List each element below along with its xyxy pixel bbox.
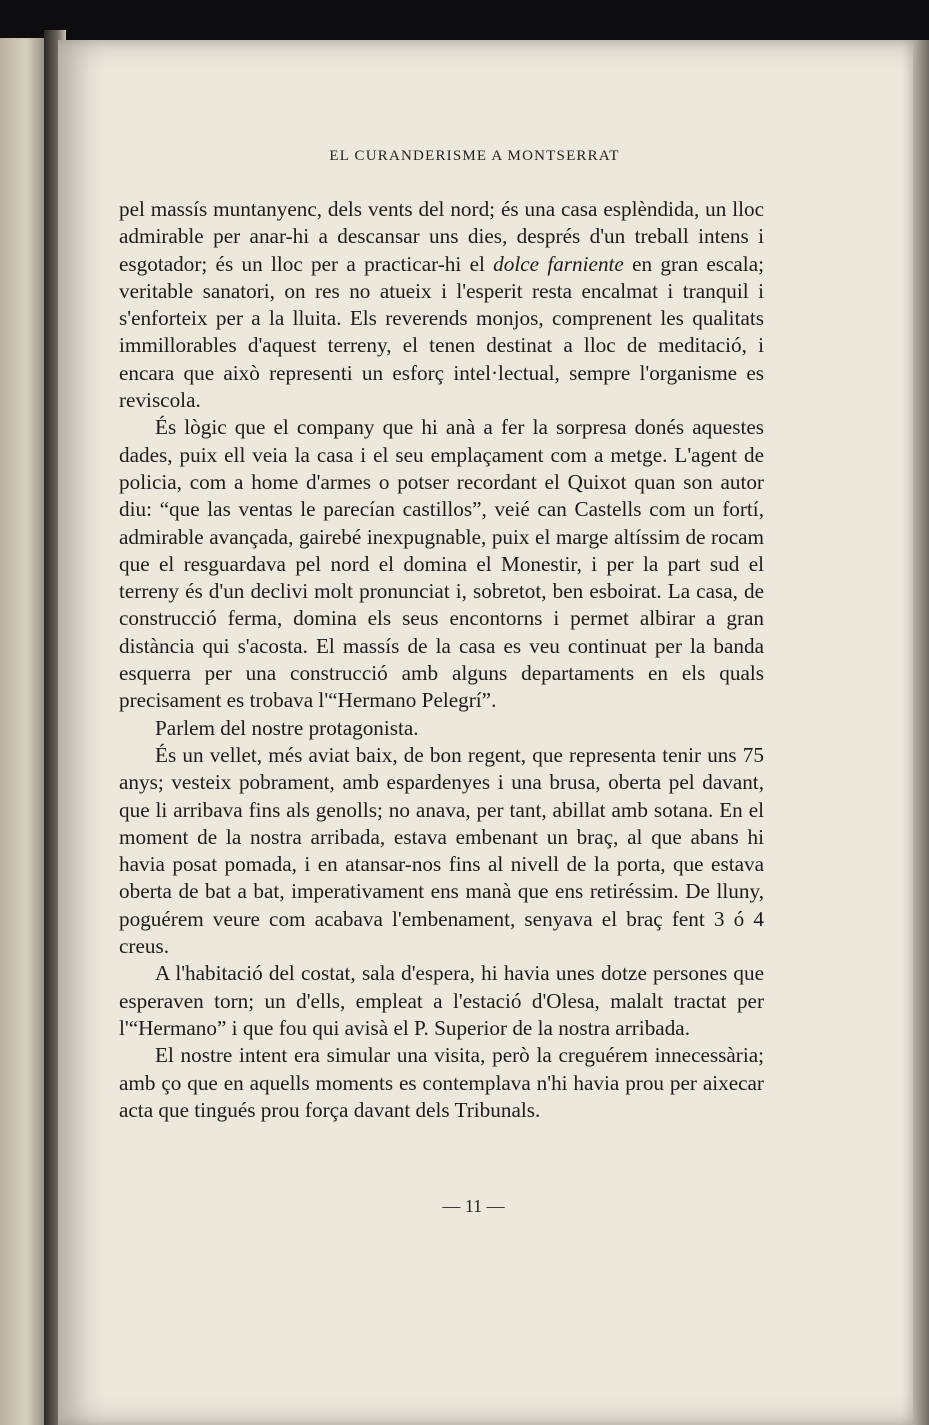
page-edge-right	[913, 40, 929, 1425]
paragraph-text: en gran escala; veritable sanatori, on res no atueix i l'esperit resta encalmat i tranquil i s'enforteix per a la lluita. Els reverends monjos, comprenent les qualitats immillorables d'aquest terreny, el tenen destinat a lloc de meditació, i encara que això representi un esforç intel·lectual, sempre l'organisme es reviscola.	[119, 251, 764, 413]
paragraph	[119, 414, 764, 714]
paragraph-text: Parlem del nostre protagonista.	[155, 715, 419, 740]
paragraph-text: El nostre intent era simular una visita, però la creguérem innecessària; amb ço que en aquells moments es contemplava n'hi havia prou per aixecar acta que tingués prou força davant dels Tribunals.	[119, 1043, 764, 1122]
page-number: — 11 —	[442, 1196, 505, 1216]
running-head: EL CURANDERISME A MONTSERRAT	[329, 148, 620, 164]
paragraph	[119, 715, 764, 742]
paragraph-text: És lògic que el company que hi anà a fer la sorpresa donés aquestes dades, puix ell veia la casa i el seu emplaçament com a metge. L'agent de policia, com a home d'armes o potser recordant el Quixot quan son autor diu: “que las ventas le parecían castillos”, veié can Castells com un fortí, admirable avançada, gairebé inexpugnable, puix el marge altíssim de rocam que el resguardava pel nord el domina el Monestir, i per la part sud el terreny és d'un declivi molt pronunciat i, sobretot, ben esboirat. La casa, de construcció ferma, domina els seus encontorns i permet albirar a gran distància qui s'acosta. El massís de la casa es veu continuat per la banda esquerra per una construcció amb alguns departaments en els quals precisament es trobava l'“Hermano Pelegrí”.	[119, 415, 764, 713]
paragraph	[119, 960, 764, 1042]
paragraph-text: És un vellet, més aviat baix, de bon regent, que representa tenir uns 75 anys; vesteix pobrament, amb espardenyes i una brusa, oberta pel davant, que li arribava fins als genolls; no anava, per tant, abillat amb sotana. En el moment de la nostra arribada, estava embenant un braç, al que abans hi havia posat pomada, i en atansar-nos fins al nivell de la porta, que estava oberta de bat a bat, imperativament ens manà que ens retiréssim. De lluny, poguérem veure com acabava l'embenament, senyava el braç fent 3 ó 4 creus.	[119, 742, 764, 959]
paragraph-text: pel massís muntanyenc, dels vents del nord; és una casa esplèndida, un lloc admirable per anar-hi a descansar uns dies, després d'un treball intens i esgotador; és un lloc per a practicar-hi el	[119, 197, 764, 276]
paragraph-text: A l'habitació del costat, sala d'espera, hi havia unes dotze persones que esperaven torn; un d'ells, empleat a l'estació d'Olesa, malalt tractat per l'“Hermano” i que fou qui avisà el P. Superior de la nostra arribada.	[119, 961, 764, 1040]
paragraph	[119, 196, 764, 414]
body-text	[119, 196, 764, 1124]
paragraph	[119, 742, 764, 960]
italic-text: dolce farniente	[493, 251, 624, 276]
paragraph	[119, 1042, 764, 1124]
